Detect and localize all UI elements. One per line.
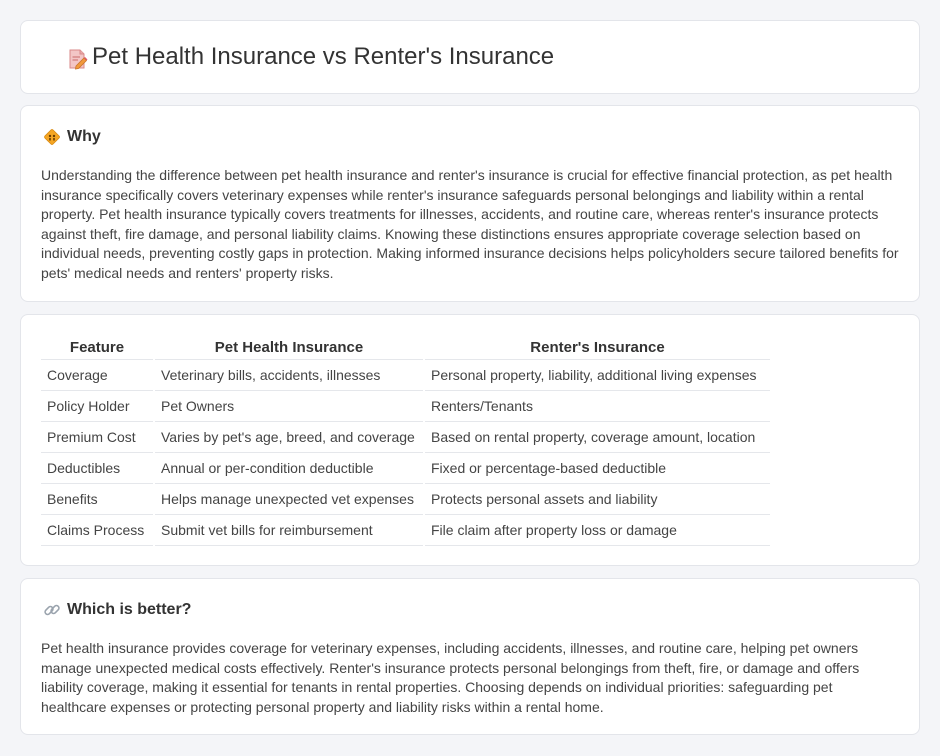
which-is-better-heading	[43, 601, 191, 619]
table-cell: Policy Holder	[41, 390, 154, 421]
comparison-section	[20, 314, 920, 566]
table-cell: Fixed or percentage-based deductible	[424, 452, 770, 483]
table-cell: Based on rental property, coverage amount, location	[424, 421, 770, 452]
table-row	[41, 390, 770, 421]
table-cell: Claims Process	[41, 514, 154, 545]
table-cell: Varies by pet's age, breed, and coverage	[154, 421, 424, 452]
table-cell: Deductibles	[41, 452, 154, 483]
table-cell: Veterinary bills, accidents, illnesses	[154, 359, 424, 390]
table-row	[41, 514, 770, 545]
why-text: Understanding the difference between pet health insurance and renter's insurance is crucial for effective financial protection, as pet health insurance specifically covers veterinary expenses while renter's insurance safeguards personal belongings and liability within a rental property. Pet health insurance typically covers treatments for illnesses, accidents, and routine care, whereas renter's insurance protects against theft, fire damage, and personal liability claims. Knowing these distinctions ensures appropriate coverage selection based on individual needs, preventing costly gaps in protection. Making informed insurance decisions helps policyholders secure tailored benefits for pets' medical needs and renters' property risks.	[41, 167, 899, 281]
table-cell: Benefits	[41, 483, 154, 514]
table-cell: Coverage	[41, 359, 154, 390]
why-title: Why	[67, 128, 101, 145]
link-icon	[43, 601, 61, 619]
table-cell: Premium Cost	[41, 421, 154, 452]
table-cell: Annual or per-condition deductible	[154, 452, 424, 483]
which-is-better-title: Which is better?	[67, 601, 192, 618]
column-header-feature: Feature	[41, 335, 154, 359]
document-edit-icon	[67, 48, 89, 70]
page-title: Pet Health Insurance vs Renter's Insurance	[92, 43, 555, 70]
table-cell: Pet Owners	[154, 390, 424, 421]
table-row	[41, 483, 770, 514]
warning-sign-icon	[43, 128, 61, 146]
table-row	[41, 421, 770, 452]
table-cell: File claim after property loss or damage	[424, 514, 770, 545]
which-is-better-section	[20, 578, 920, 735]
table-cell: Helps manage unexpected vet expenses	[154, 483, 424, 514]
comparison-table	[41, 335, 770, 546]
which-is-better-text: Pet health insurance provides coverage for veterinary expenses, including accidents, illnesses, and routine care, helping pet owners manage unexpected medical costs effectively. Renter's insurance protects personal belongings from theft, fire, or damage and offers liability coverage, making it essential for tenants in rental properties. Choosing depends on individual priorities: safeguarding pet healthcare expenses or protecting personal property and liability risks within a rental home.	[41, 640, 860, 715]
header-card	[20, 20, 920, 94]
column-header-pet-health-insurance: Pet Health Insurance	[154, 335, 424, 359]
table-cell: Renters/Tenants	[424, 390, 770, 421]
table-cell: Submit vet bills for reimbursement	[154, 514, 424, 545]
table-row	[41, 452, 770, 483]
column-header-renters-insurance: Renter's Insurance	[424, 335, 770, 359]
table-cell: Personal property, liability, additional living expenses	[424, 359, 770, 390]
why-section	[20, 105, 920, 302]
table-cell: Protects personal assets and liability	[424, 483, 770, 514]
why-heading	[43, 128, 101, 146]
table-header-row	[41, 335, 770, 359]
table-row	[41, 359, 770, 390]
